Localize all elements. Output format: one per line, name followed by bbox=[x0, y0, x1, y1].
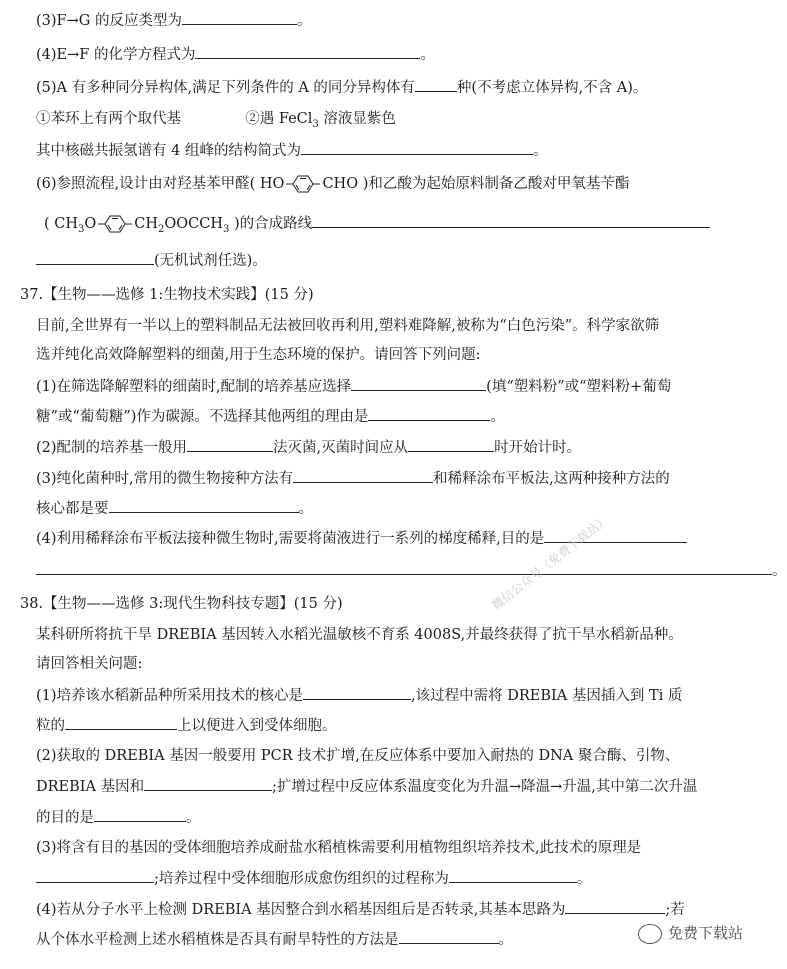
q38-part2: DREBIA 基因和 ;扩增过程中反应体系温度变化为升温→降温→升温,其中第二次升温 bbox=[36, 776, 697, 797]
q36-conditions: ①苯环上有两个取代基 ②遇 FeCl$_3$ 溶液显紫色 bbox=[36, 111, 396, 130]
q37-intro: 目前,全世界有一半以上的塑料制品无法被回收再利用,塑料难降解,被称为“白色污染”。科学家欲筛 bbox=[36, 318, 660, 334]
q37-part3: (3)纯化菌种时,常用的微生物接种方法有 和稀释涂布平板法,这两种接种方法的 bbox=[36, 468, 670, 489]
benzene-ring-icon bbox=[98, 215, 132, 233]
q38-part1: (1)培养该水稻新品种所采用技术的核心是 ,该过程中需将 DREBIA 基因插入到 Ti 质 bbox=[36, 685, 682, 706]
q36-part6-end: (无机试剂任选)。 bbox=[36, 250, 267, 271]
answer-blank[interactable] bbox=[301, 140, 533, 155]
answer-blank[interactable] bbox=[415, 77, 457, 92]
answer-blank[interactable] bbox=[399, 929, 499, 944]
q37-part1: (1)在筛选降解塑料的细菌时,配制的培养基应选择 (填“塑料粉”或“塑料粉+葡萄 bbox=[36, 376, 671, 397]
logo: 免费下载站 bbox=[638, 922, 778, 956]
answer-blank[interactable] bbox=[36, 250, 154, 265]
q38-title: 38.【生物——选修 3:现代生物科技专题】(15 分) bbox=[20, 596, 343, 612]
q36-part6-target: ( $CH_3O$ $CH_2OOCCH_3$ )的合成路线 bbox=[44, 213, 710, 240]
answer-blank[interactable] bbox=[368, 406, 490, 421]
answer-blank[interactable] bbox=[351, 376, 486, 391]
q36-part4: (4)E→F 的化学方程式为 。 bbox=[36, 44, 435, 65]
answer-blank[interactable] bbox=[109, 498, 299, 513]
wechat-icon bbox=[638, 924, 662, 944]
answer-blank[interactable] bbox=[195, 44, 420, 59]
answer-blank[interactable] bbox=[94, 807, 186, 822]
q38-part1: 粒的 上以便进入到受体细胞。 bbox=[36, 715, 337, 736]
answer-blank[interactable] bbox=[36, 868, 154, 883]
q38-part4: 从个体水平检测上述水稻植株是否具有耐旱特性的方法是 。 bbox=[36, 929, 513, 950]
q36-part5: (5)A 有多种同分异构体,满足下列条件的 A 的同分异构体有 种(不考虑立体异构,不含 A)。 bbox=[36, 77, 647, 98]
q37-intro: 选并纯化高效降解塑料的细菌,用于生态环境的保护。请回答下列问题: bbox=[36, 347, 481, 363]
answer-blank[interactable] bbox=[36, 560, 772, 575]
answer-blank[interactable] bbox=[293, 468, 433, 483]
answer-blank[interactable] bbox=[65, 715, 177, 730]
q37-part4: (4)利用稀释涂布平板法接种微生物时,需要将菌液进行一系列的梯度稀释,目的是 bbox=[36, 528, 687, 549]
benzene-ring-icon bbox=[286, 175, 320, 193]
q37-part1: 糖”或“葡萄糖”)作为碳源。不选择其他两组的理由是 。 bbox=[36, 406, 505, 427]
answer-blank[interactable] bbox=[565, 899, 665, 914]
q37-title: 37.【生物——选修 1:生物技术实践】(15 分) bbox=[20, 287, 314, 303]
q38-intro: 某科研所将抗干旱 DREBIA 基因转入水稻光温敏核不育系 4008S,并最终获得了抗干旱水稻新品种。 bbox=[36, 627, 683, 643]
q38-intro: 请回答相关问题: bbox=[36, 656, 143, 672]
q38-part2: (2)获取的 DREBIA 基因一般要用 PCR 技术扩增,在反应体系中要加入耐热的 DNA 聚合酶、引物、 bbox=[36, 748, 680, 764]
answer-blank[interactable] bbox=[408, 437, 494, 452]
q38-part3: ;培养过程中受体细胞形成愈伤组织的过程称为 。 bbox=[36, 868, 591, 889]
answer-blank[interactable] bbox=[144, 776, 272, 791]
answer-blank[interactable] bbox=[182, 10, 297, 25]
q37-part3: 核心都是要 。 bbox=[36, 498, 313, 519]
q38-part3: (3)将含有目的基因的受体细胞培养成耐盐水稻植株需要利用植物组织培养技术,此技术的原理是 bbox=[36, 840, 642, 856]
answer-blank[interactable] bbox=[312, 213, 710, 228]
q36-part3: (3)F→G 的反应类型为 。 bbox=[36, 10, 311, 31]
answer-blank[interactable] bbox=[449, 868, 577, 883]
q38-part4: (4)若从分子水平上检测 DREBIA 基因整合到水稻基因组后是否转录,其基本思路为 ;若 bbox=[36, 899, 685, 920]
answer-blank[interactable] bbox=[303, 685, 411, 700]
q38-part2: 的目的是 。 bbox=[36, 807, 201, 828]
q36-nmr: 其中核磁共振氢谱有 4 组峰的结构简式为 。 bbox=[36, 140, 547, 161]
q37-part4: 。 bbox=[36, 560, 787, 581]
q37-part2: (2)配制的培养基一般用 法灭菌,灭菌时间应从 时开始计时。 bbox=[36, 437, 581, 458]
watermark: 微信公众号《免费下载站》 bbox=[489, 512, 612, 613]
q36-part6: (6)参照流程,设计由对羟基苯甲醛( HO CHO )和乙酸为起始原料制备乙酸对甲氧基苄酯 bbox=[36, 176, 630, 192]
answer-blank[interactable] bbox=[187, 437, 273, 452]
